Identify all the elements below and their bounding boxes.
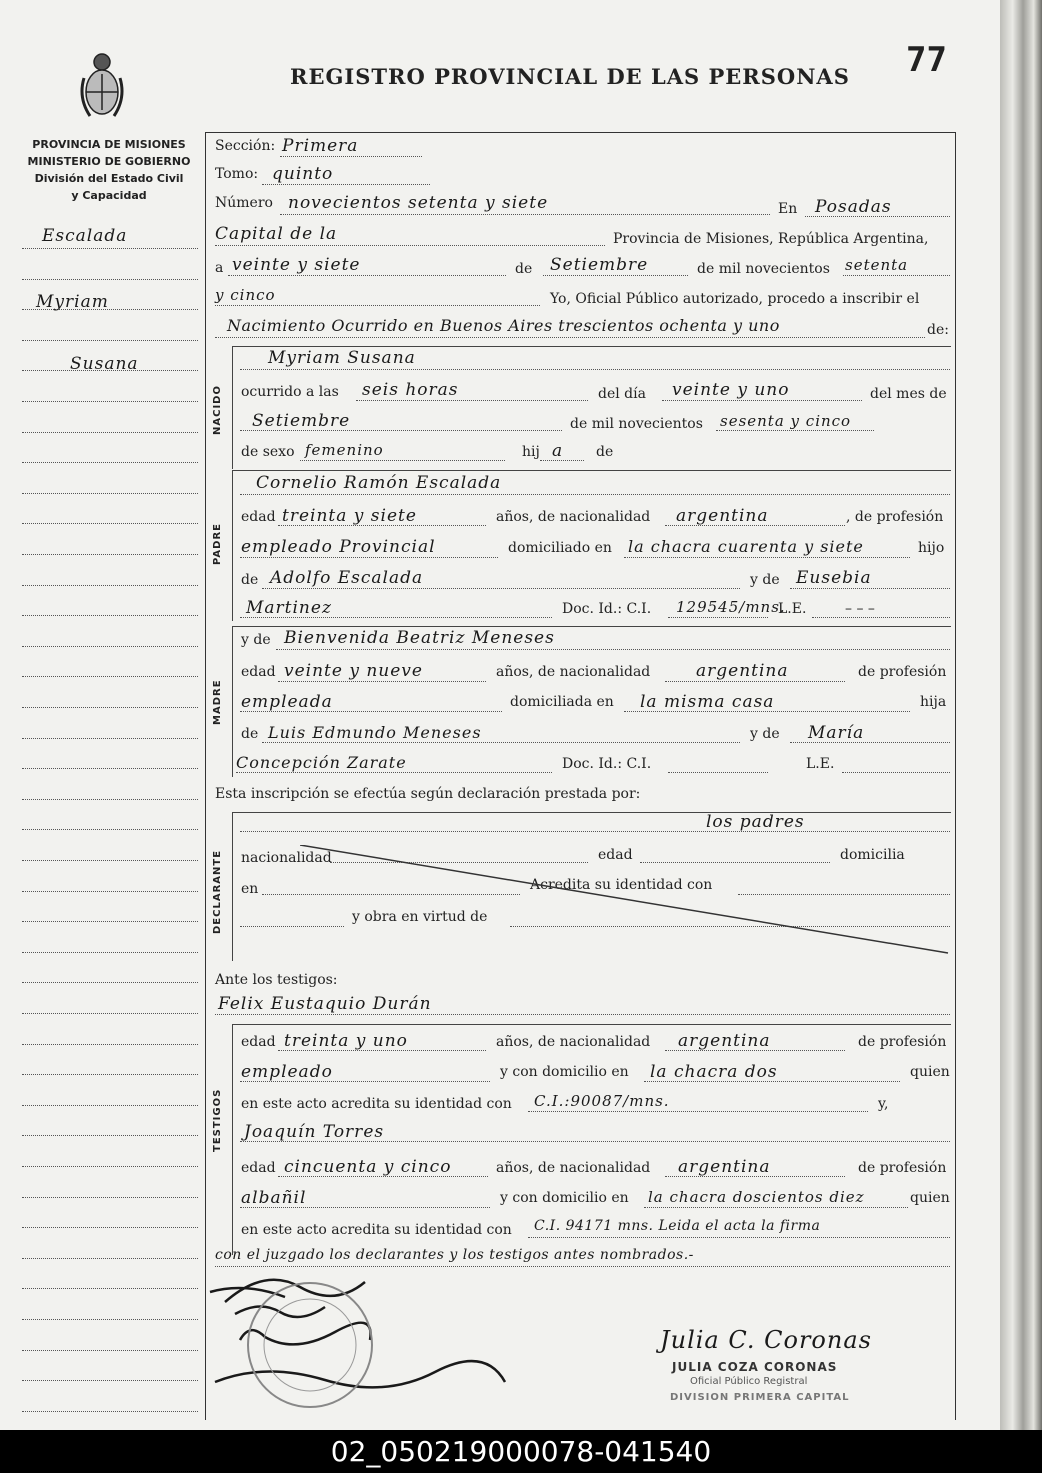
top-rule	[205, 132, 955, 133]
padre-ci: 129545/mns.	[676, 598, 786, 616]
acto-value: Nacimiento Ocurrido en Buenos Aires trescientos ochenta y uno	[227, 316, 780, 335]
cierre-text: con el juzgado los declarantes y los testigos antes nombrados.-	[215, 1247, 694, 1263]
padre-prof-label: , de profesión	[846, 509, 944, 525]
t2-edad-label: edad	[241, 1160, 276, 1176]
margin-ruled-line	[22, 1411, 198, 1412]
capital-value: Capital de la	[215, 224, 338, 244]
mes-nac-value: Setiembre	[252, 411, 351, 431]
margin-ruled-line	[22, 1350, 198, 1351]
decl-domicilia-label: domicilia	[840, 847, 905, 863]
t1-ci-line	[528, 1111, 868, 1112]
page-title: REGISTRO PROVINCIAL DE LAS PERSONAS	[290, 64, 850, 89]
t1-ci: C.I.:90087/mns.	[534, 1092, 670, 1110]
margin-given-name-2: Susana	[70, 354, 139, 374]
margin-ruled-line	[22, 1380, 198, 1381]
margin-ruled-line	[22, 952, 198, 953]
stamp-title: Oficial Público Registral	[690, 1376, 808, 1387]
t2-prof: albañil	[241, 1188, 307, 1208]
office-line-3: División del Estado Civil	[34, 172, 184, 185]
left-margin-rule	[205, 132, 206, 1420]
t1-dom-line	[644, 1081, 900, 1082]
padre-dom-line	[624, 557, 910, 558]
padre-doc-label: Doc. Id.: C.I.	[562, 601, 652, 617]
de-mil2-label: de mil novecientos	[570, 416, 703, 432]
margin-ruled-line	[22, 1013, 198, 1014]
t2-prof-label: de profesión	[858, 1160, 947, 1176]
seccion-value: Primera	[282, 136, 359, 156]
margin-ruled-line	[22, 646, 198, 647]
madre-prof: empleada	[241, 692, 333, 712]
madre-nombre-line	[276, 649, 950, 650]
madre-y-de2-line	[236, 772, 552, 773]
t2-nac: argentina	[678, 1157, 771, 1177]
de2-label: de	[596, 444, 614, 460]
madre-y-de-2: Concepción Zarate	[236, 753, 407, 772]
madre-y-de-label: y de	[241, 632, 271, 648]
anio-nac-line	[716, 430, 874, 431]
margin-ruled-line	[22, 615, 198, 616]
t1-dom-label: y con domicilio en	[500, 1064, 629, 1080]
decl-acredita-label: Acredita su identidad con	[530, 877, 713, 893]
madre-de-label: de	[241, 726, 259, 742]
padre-edad-label: edad	[241, 509, 276, 525]
del-mes-label: del mes de	[870, 386, 947, 402]
lugar-value: Posadas	[815, 197, 892, 217]
padre-edad-line	[278, 525, 486, 526]
padre-edad: treinta y siete	[282, 506, 417, 526]
padre-prof: empleado Provincial	[241, 537, 436, 557]
dia-nac-value: veinte y uno	[672, 380, 790, 400]
madre-ci-line	[668, 772, 768, 773]
margin-given-name-1: Myriam	[36, 292, 109, 312]
padre-ci-line	[668, 617, 768, 618]
t1-prof-label: de profesión	[858, 1034, 947, 1050]
t2-nac-line	[665, 1176, 845, 1177]
margin-ruled-line	[22, 1166, 198, 1167]
hij-line	[540, 460, 584, 461]
t1-quien-label: quien	[910, 1064, 950, 1080]
t2-dom: la chacra doscientos diez	[648, 1188, 865, 1206]
t2-nac-label: años, de nacionalidad	[496, 1160, 651, 1176]
seccion-label: Sección:	[215, 138, 276, 154]
t1-edad-label: edad	[241, 1034, 276, 1050]
margin-ruled-line	[22, 829, 198, 830]
madre-le-label: L.E.	[806, 756, 835, 772]
margin-ruled-line	[22, 707, 198, 708]
margin-ruled-line	[22, 1227, 198, 1228]
padre-prof-line	[240, 557, 498, 558]
en-label: En	[778, 201, 798, 217]
madre-dom-line	[624, 711, 910, 712]
padre-nac-line	[665, 525, 845, 526]
padre-y-de-2: Martinez	[246, 598, 332, 618]
ocurrido-label: ocurrido a las	[241, 384, 339, 400]
margin-ruled-line	[22, 1044, 198, 1045]
padre-le-label: L.E.	[778, 601, 807, 617]
anio-nac-value: sesenta y cinco	[720, 412, 852, 430]
margin-ruled-line	[22, 585, 198, 586]
margin-ruled-line	[22, 1319, 198, 1320]
t2-acto-label: en este acto acredita su identidad con	[241, 1222, 512, 1238]
a-label: a	[215, 260, 224, 276]
madre-dom-label: domiciliada en	[510, 694, 614, 710]
t2-quien-label: quien	[910, 1190, 950, 1206]
t1-edad-line	[278, 1050, 486, 1051]
margin-ruled-line	[22, 248, 198, 249]
mes-value: Setiembre	[550, 255, 649, 275]
padre-label: PADRE	[212, 523, 223, 565]
t1-acto-label: en este acto acredita su identidad con	[241, 1096, 512, 1112]
t1-dom: la chacra dos	[650, 1062, 778, 1082]
provincia-label: Provincia de Misiones, República Argentina,	[613, 231, 929, 247]
official-signature: Julia C. Coronas	[660, 1326, 872, 1354]
hija-label: hija	[920, 694, 947, 710]
margin-ruled-line	[22, 432, 198, 433]
margin-ruled-line	[22, 860, 198, 861]
mes-nac-line	[240, 430, 562, 431]
margin-ruled-line	[22, 462, 198, 463]
madre-edad-label: edad	[241, 664, 276, 680]
sexo-value: femenino	[305, 441, 384, 459]
del-dia-label: del día	[598, 386, 646, 402]
padre-hijo-de-line	[262, 588, 740, 589]
padre-nombre: Cornelio Ramón Escalada	[256, 473, 502, 493]
padre-nac: argentina	[676, 506, 769, 526]
madre-hija-de-line	[262, 742, 740, 743]
hij-label: hij	[522, 444, 540, 460]
decl-y-obra-label: y obra en virtud de	[352, 909, 488, 925]
hij-suffix: a	[552, 441, 564, 461]
lugar-line	[805, 216, 950, 217]
page-stack-edge	[1000, 0, 1042, 1430]
margin-ruled-line	[22, 493, 198, 494]
de-mil-label: de mil novecientos	[697, 261, 830, 277]
t1-y-label: y,	[878, 1096, 889, 1112]
margin-surname: Escalada	[42, 226, 128, 246]
de-label: de	[515, 261, 533, 277]
de-sexo-label: de sexo	[241, 444, 295, 460]
right-margin-rule	[955, 132, 956, 1420]
padre-y-de-line	[790, 588, 950, 589]
t1-prof: empleado	[241, 1062, 333, 1082]
t1-nombre-line	[215, 1014, 950, 1015]
t2-ci-line	[528, 1237, 950, 1238]
padre-hijo-de: Adolfo Escalada	[270, 568, 424, 588]
hijo-label: hijo	[918, 540, 945, 556]
margin-ruled-line	[22, 982, 198, 983]
testigos-label: TESTIGOS	[212, 1088, 223, 1152]
margin-ruled-line	[22, 1288, 198, 1289]
margin-ruled-line	[22, 279, 198, 280]
t1-prof-line	[240, 1081, 490, 1082]
nombre-line	[240, 369, 950, 370]
madre-prof-label: de profesión	[858, 664, 947, 680]
madre-y-de: María	[808, 723, 865, 743]
de-colon-label: de:	[927, 322, 949, 338]
t1-nac: argentina	[678, 1031, 771, 1051]
t1-nac-line	[665, 1050, 845, 1051]
madre-nombre: Bienvenida Beatriz Meneses	[284, 628, 555, 648]
madre-dom: la misma casa	[640, 692, 775, 712]
capital-line	[215, 245, 605, 246]
declarante-label: DECLARANTE	[212, 849, 223, 934]
anio-line-a	[843, 275, 950, 276]
coat-of-arms-emblem	[78, 48, 126, 128]
margin-ruled-line	[22, 401, 198, 402]
madre-le-line	[842, 772, 950, 773]
padre-le: – – –	[845, 601, 875, 617]
footer-code: 02_050219000078-041540	[330, 1435, 712, 1468]
madre-doc-label: Doc. Id.: C.I.	[562, 756, 652, 772]
tomo-value: quinto	[272, 164, 334, 184]
madre-y-de-label-2: y de	[750, 726, 780, 742]
padre-dom-label: domiciliado en	[508, 540, 612, 556]
sexo-line	[300, 460, 505, 461]
nacido-label: NACIDO	[212, 385, 223, 435]
page-number: 77	[906, 40, 947, 80]
hora-value: seis horas	[362, 380, 459, 400]
cancel-diagonal-line	[300, 845, 950, 955]
madre-edad-line	[278, 681, 486, 682]
padre-y-de-label: y de	[750, 572, 780, 588]
decl-edad-label: edad	[598, 847, 633, 863]
numero-label: Número	[215, 195, 273, 211]
margin-ruled-line	[22, 921, 198, 922]
declarante-value: los padres	[706, 812, 805, 832]
padre-dom: la chacra cuarenta y siete	[628, 537, 864, 556]
t2-nombre-line	[240, 1141, 950, 1142]
anio-value-b: y cinco	[215, 286, 276, 304]
t2-dom-line	[644, 1207, 908, 1208]
madre-nac-label: años, de nacionalidad	[496, 664, 651, 680]
stamp-office: DIVISION PRIMERA CAPITAL	[670, 1392, 850, 1403]
stamp-name: JULIA COZA CORONAS	[672, 1360, 838, 1374]
acto-line	[215, 337, 925, 338]
padre-y-de2-line	[240, 617, 552, 618]
margin-ruled-line	[22, 1197, 198, 1198]
t2-edad-line	[278, 1176, 488, 1177]
margin-ruled-line	[22, 1105, 198, 1106]
margin-ruled-line	[22, 768, 198, 769]
t2-dom-label: y con domicilio en	[500, 1190, 629, 1206]
margin-ruled-line	[22, 340, 198, 341]
madre-edad: veinte y nueve	[284, 661, 423, 681]
margin-ruled-line	[22, 1135, 198, 1136]
margin-ruled-line	[22, 676, 198, 677]
numero-value: novecientos setenta y siete	[288, 193, 549, 213]
numero-line	[280, 214, 770, 215]
yo-label: Yo, Oficial Público autorizado, procedo a inscribir el	[550, 291, 920, 307]
margin-ruled-line	[22, 523, 198, 524]
dia-nac-line	[662, 400, 862, 401]
tomo-line	[262, 184, 430, 185]
padre-nac-label: años, de nacionalidad	[496, 509, 651, 525]
mes-line	[543, 275, 688, 276]
padre-le-line	[812, 617, 950, 618]
declarante-line	[240, 831, 950, 832]
office-block	[14, 136, 204, 204]
madre-prof-line	[240, 711, 502, 712]
madre-y-de-line	[790, 742, 950, 743]
madre-label: MADRE	[212, 679, 223, 725]
padre-nombre-line	[240, 494, 950, 495]
official-seal	[240, 1275, 380, 1415]
t1-edad: treinta y uno	[284, 1031, 408, 1051]
anio-value-a: setenta	[845, 256, 909, 274]
t2-prof-line	[240, 1207, 490, 1208]
t1-nombre: Felix Eustaquio Durán	[218, 994, 432, 1014]
madre-nac: argentina	[696, 661, 789, 681]
padre-y-de: Eusebia	[796, 568, 872, 588]
dia-line	[228, 275, 506, 276]
anio-line-b	[215, 305, 540, 306]
office-line-4: y Capacidad	[71, 189, 147, 202]
margin-ruled-line	[22, 738, 198, 739]
decl-en-label: en	[241, 881, 259, 897]
seccion-line	[280, 156, 422, 157]
margin-ruled-line	[22, 1074, 198, 1075]
padre-de-label: de	[241, 572, 259, 588]
hora-line	[356, 400, 588, 401]
nombre-value: Myriam Susana	[268, 348, 416, 368]
decl-nac-label: nacionalidad	[241, 850, 332, 866]
t1-nac-label: años, de nacionalidad	[496, 1034, 651, 1050]
tomo-label: Tomo:	[215, 166, 259, 182]
t2-ci: C.I. 94171 mns. Leida el acta la firma	[534, 1218, 821, 1234]
dia-value: veinte y siete	[232, 255, 361, 275]
office-line-1: PROVINCIA DE MISIONES	[32, 138, 186, 151]
t2-edad: cincuenta y cinco	[284, 1157, 452, 1177]
madre-nac-line	[665, 681, 845, 682]
office-line-2: MINISTERIO DE GOBIERNO	[27, 155, 191, 168]
margin-ruled-line	[22, 799, 198, 800]
margin-ruled-line	[22, 554, 198, 555]
margin-ruled-line	[22, 1258, 198, 1259]
esta-inscripcion-label: Esta inscripción se efectúa según declaración prestada por:	[215, 786, 641, 802]
t2-nombre: Joaquín Torres	[244, 1122, 385, 1142]
ante-testigos-label: Ante los testigos:	[215, 972, 338, 988]
madre-hija-de: Luis Edmundo Meneses	[268, 723, 482, 742]
margin-ruled-line	[22, 891, 198, 892]
